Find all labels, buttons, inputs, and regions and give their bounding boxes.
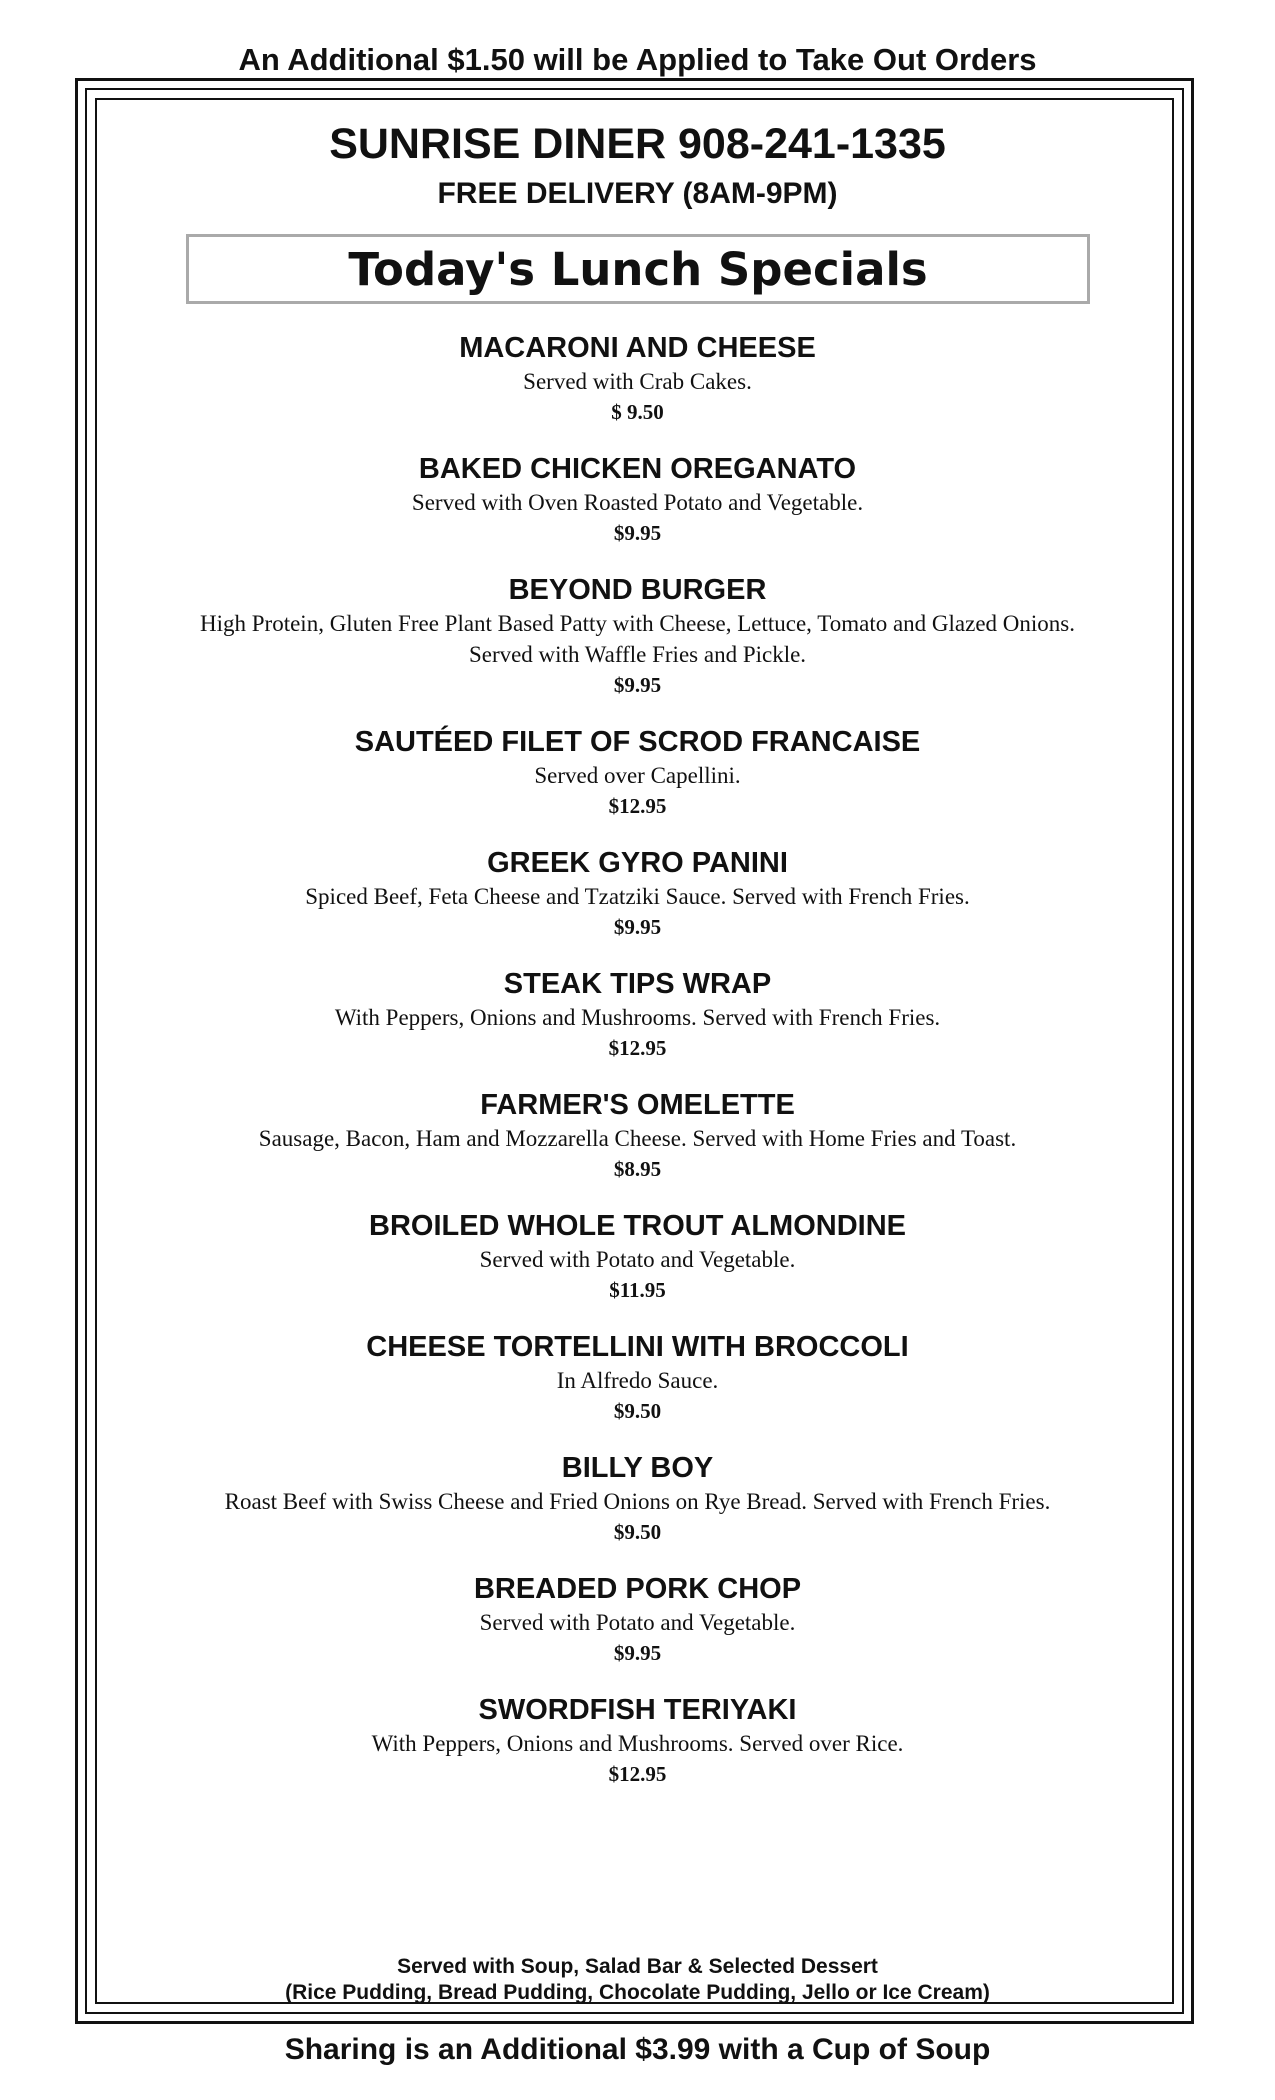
item-name: STEAK TIPS WRAP xyxy=(503,968,772,1000)
item-description: Served with Potato and Vegetable. xyxy=(479,1610,796,1635)
menu-item xyxy=(185,572,1090,700)
item-name: BREADED PORK CHOP xyxy=(473,1573,802,1605)
item-description: Served with Oven Roasted Potato and Vegetable. xyxy=(411,490,864,515)
item-description: Spiced Beef, Feta Cheese and Tzatziki Sauce. Served with French Fries. xyxy=(305,884,970,909)
item-name: MACARONI AND CHEESE xyxy=(459,332,816,364)
item-price: $9.95 xyxy=(613,915,662,939)
menu-item xyxy=(185,1450,1090,1547)
item-price: $9.95 xyxy=(613,521,662,545)
included-sides-line: Served with Soup, Salad Bar & Selected Dessert xyxy=(397,1955,878,1978)
item-name: FARMER'S OMELETTE xyxy=(480,1089,795,1121)
item-price: $11.95 xyxy=(609,1278,666,1302)
menu-item xyxy=(185,1087,1090,1184)
takeout-notice: An Additional $1.50 will be Applied to Take Out Orders xyxy=(238,42,1037,77)
item-name: BAKED CHICKEN OREGANATO xyxy=(418,453,857,485)
specials-list xyxy=(185,330,1090,1813)
item-description: Served over Capellini. xyxy=(534,763,741,788)
item-price: $12.95 xyxy=(608,1036,667,1060)
menu-item xyxy=(185,845,1090,942)
sharing-notice: Sharing is an Additional $3.99 with a Cup of Soup xyxy=(284,2033,991,2066)
item-description: Roast Beef with Swiss Cheese and Fried Onions on Rye Bread. Served with French Fries. xyxy=(224,1489,1051,1514)
item-name: SWORDFISH TERIYAKI xyxy=(478,1694,797,1726)
delivery-hours: FREE DELIVERY (8AM-9PM) xyxy=(437,177,838,210)
item-price: $12.95 xyxy=(608,794,667,818)
item-price: $8.95 xyxy=(613,1157,662,1181)
item-price: $ 9.50 xyxy=(611,400,664,424)
item-description: With Peppers, Onions and Mushrooms. Served with French Fries. xyxy=(334,1005,941,1030)
item-price: $9.95 xyxy=(613,1641,662,1665)
specials-heading: Today's Lunch Specials xyxy=(348,242,928,296)
menu-item xyxy=(185,1692,1090,1789)
menu-item xyxy=(185,451,1090,548)
diner-name-phone: SUNRISE DINER 908-241-1335 xyxy=(329,120,946,168)
item-description: In Alfredo Sauce. xyxy=(556,1368,719,1393)
item-price: $9.50 xyxy=(613,1520,662,1544)
menu-item xyxy=(185,1208,1090,1305)
item-name: GREEK GYRO PANINI xyxy=(487,847,788,879)
item-description: Served with Potato and Vegetable. xyxy=(479,1247,796,1272)
menu-item xyxy=(185,966,1090,1063)
item-price: $9.50 xyxy=(613,1399,662,1423)
specials-heading-box xyxy=(186,234,1090,304)
menu-item xyxy=(185,1571,1090,1668)
menu-item xyxy=(185,1329,1090,1426)
item-price: $9.95 xyxy=(613,673,662,697)
item-name: SAUTÉED FILET OF SCROD FRANCAISE xyxy=(354,726,921,758)
item-name: BEYOND BURGER xyxy=(508,574,767,606)
item-price: $12.95 xyxy=(608,1762,667,1786)
item-description: With Peppers, Onions and Mushrooms. Served over Rice. xyxy=(371,1731,904,1756)
menu-item xyxy=(185,724,1090,821)
menu-item xyxy=(185,330,1090,427)
item-description: Served with Crab Cakes. xyxy=(523,369,752,394)
item-name: BILLY BOY xyxy=(561,1452,714,1484)
dessert-options-line: (Rice Pudding, Bread Pudding, Chocolate Pudding, Jello or Ice Cream) xyxy=(285,1981,990,2004)
included-sides-note xyxy=(0,1954,1275,2006)
item-description: High Protein, Gluten Free Plant Based Patty with Cheese, Lettuce, Tomato and Glazed Onions. Served with Waffle Fries and Pickle. xyxy=(200,611,1075,667)
item-name: BROILED WHOLE TROUT ALMONDINE xyxy=(369,1210,906,1242)
item-name: CHEESE TORTELLINI WITH BROCCOLI xyxy=(366,1331,909,1363)
item-description: Sausage, Bacon, Ham and Mozzarella Cheese. Served with Home Fries and Toast. xyxy=(258,1126,1017,1151)
